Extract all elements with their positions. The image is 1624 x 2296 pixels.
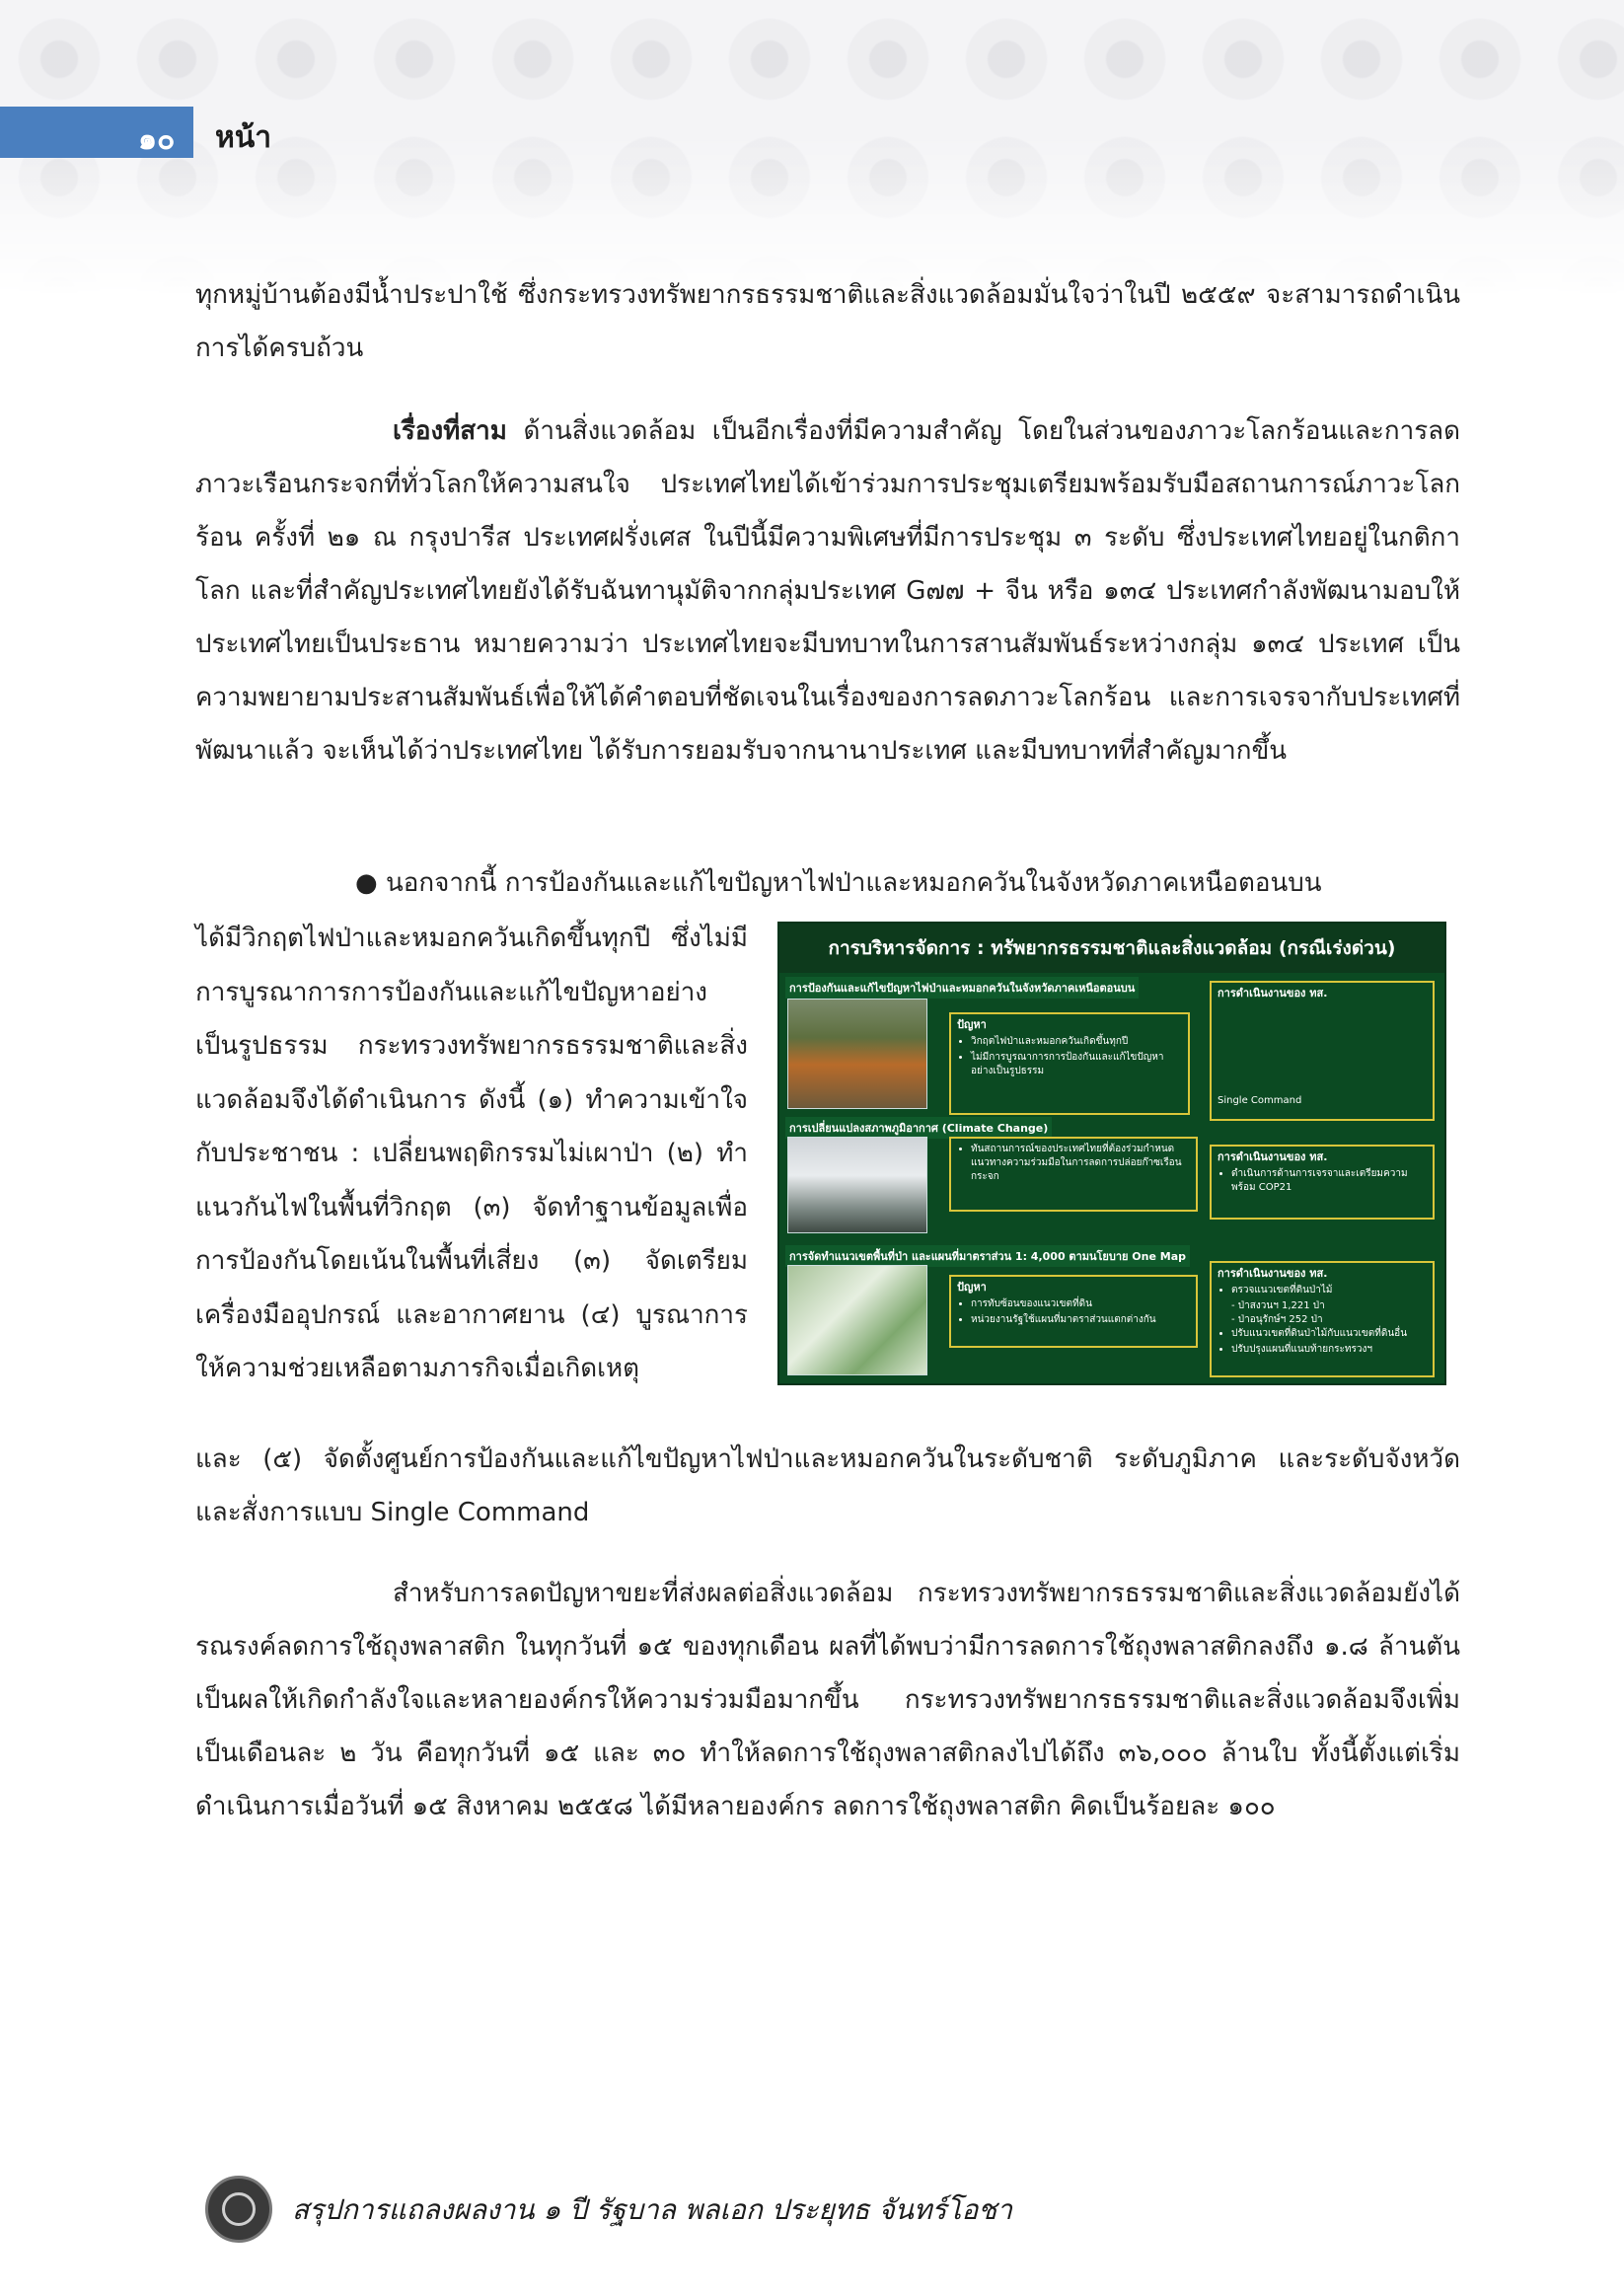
infographic (777, 922, 1446, 1385)
section-1-problem-item: • วิกฤตไฟป่าและหมอกควันเกิดขึ้นทุกปี (971, 1035, 1182, 1049)
page-label: หน้า (215, 120, 272, 155)
section-3-action-item: • ปรับแนวเขตที่ดินป่าไม้กับแนวเขตที่ดินอื่น (1231, 1327, 1427, 1341)
government-seal-icon (205, 2176, 272, 2243)
infographic-section-3-problem (949, 1275, 1198, 1348)
paragraph-1-text: ทุกหมู่บ้านต้องมีน้ำประปาใช้ ซึ่งกระทรวงทรัพยากรธรรมชาติและสิ่งแวดล้อมมั่นใจว่าในปี ๒๕๕๙ จะสามารถดำเนินการได้ครบถ้วน (195, 280, 1460, 363)
infographic-section-1-actions (1210, 981, 1435, 1121)
infographic-section-2-actions (1210, 1145, 1435, 1220)
paragraph-plastic-bags-text: สำหรับการลดปัญหาขยะที่ส่งผลต่อสิ่งแวดล้อม กระทรวงทรัพยากรธรรมชาติและสิ่งแวดล้อมยังได้รณรงค์ลดการใช้ถุงพลาสติก ในทุกวันที่ ๑๕ ของทุกเดือน ผลที่ได้พบว่ามีการลดการใช้ถุงพลาสติกลงถึง ๑.๘ ล้านตัน เป็นผลให้เกิดกำลังใจและหลายองค์กรให้ความร่วมมือมากขึ้น กระทรวงทรัพยากรธรรมชาติและสิ่งแวดล้อมจึงเพิ่มเป็นเดือนละ ๒ วัน คือทุกวันที่ ๑๕ และ ๓๐ ทำให้ลดการใช้ถุงพลาสติกลงไปได้ถึง ๓๖,๐๐๐ ล้านใบ ทั้งนี้ตั้งแต่เริ่มดำเนินการเมื่อวันที่ ๑๕ สิงหาคม ๒๕๕๘ ได้มีหลายองค์กร ลดการใช้ถุงพลาสติก คิดเป็นร้อยละ ๑๐๐ (195, 1579, 1460, 1821)
section-1-problem-item: • ไม่มีการบูรณาการการป้องกันและแก้ไขปัญหาอย่างเป็นรูปธรรม (971, 1051, 1182, 1078)
section-1-action-title: การดำเนินงานของ ทส. (1218, 987, 1328, 1000)
after-infographic-paragraph (195, 1433, 1460, 1539)
section-3-problem-item: • การทับซ้อนของแนวเขตที่ดิน (971, 1297, 1190, 1311)
section-2-action-title: การดำเนินงานของ ทส. (1218, 1150, 1328, 1163)
infographic-section-3-actions (1210, 1261, 1435, 1377)
paragraph-2-body: ด้านสิ่งแวดล้อม เป็นอีกเรื่องที่มีความสำคัญ โดยในส่วนของภาวะโลกร้อนและการลดภาวะเรือนกระจกที่ทั่วโลกให้ความสนใจ ประเทศไทยได้เข้าร่วมการประชุมเตรียมพร้อมรับมือสถานการณ์ภาวะโลกร้อน ครั้งที่ ๒๑ ณ กรุงปารีส ประเทศฝรั่งเศส ในปีนี้มีความพิเศษที่มีการประชุม ๓ ระดับ ซึ่งประเทศไทยอยู่ในกติกาโลก และที่สำคัญประเทศไทยยังได้รับฉันทานุมัติจากกลุ่มประเทศ G๗๗ + จีน หรือ ๑๓๔ ประเทศกำลังพัฒนามอบให้ประเทศไทยเป็นประธาน หมายความว่า ประเทศไทยจะมีบทบาทในการสานสัมพันธ์ระหว่างกลุ่ม ๑๓๔ ประเทศ เป็นความพยายามประสานสัมพันธ์เพื่อให้ได้คำตอบที่ชัดเจนในเรื่องของการลดภาวะโลกร้อน และการเจรจากับประเทศที่พัฒนาแล้ว จะเห็นได้ว่าประเทศไทย ได้รับการยอมรับจากนานาประเทศ และมีบทบาทที่สำคัญมากขึ้น (195, 416, 1460, 766)
section-3-action-item: • ปรับปรุงแผนที่แนบท้ายกระทรวงฯ (1231, 1343, 1427, 1357)
wildfire-photo (787, 999, 927, 1109)
bullet-line: ● นอกจากนี้ การป้องกันและแก้ไขปัญหาไฟป่าและหมอกควันในจังหวัดภาคเหนือตอนบน (355, 868, 1322, 898)
section-1-problem-title: ปัญหา (957, 1018, 987, 1031)
single-command-text: และ (๕) จัดตั้งศูนย์การป้องกันและแก้ไขปัญหาไฟป่าและหมอกควันในระดับชาติ ระดับภูมิภาค และระดับจังหวัด และสั่งการแบบ Single Command (195, 1444, 1460, 1527)
section-2-problem-item: • ทันสถานการณ์ของประเทศไทยที่ต้องร่วมกำหนดแนวทางความร่วมมือในการลดการปล่อยก๊าซเรือนกระจก (971, 1143, 1190, 1184)
section-3-action-sub: - ป่าสงวนฯ 1,221 ป่า (1231, 1300, 1325, 1311)
infographic-section-2-problem (949, 1137, 1198, 1212)
section-3-problem-item: • หน่วยงานรัฐใช้แผนที่มาตราส่วนแตกต่างกัน (971, 1313, 1190, 1327)
smokestack-photo (787, 1137, 927, 1233)
page-number: ๑๐ (138, 122, 176, 157)
infographic-title: การบริหารจัดการ : ทรัพยากรธรรมชาติและสิ่งแวดล้อม (กรณีเร่งด่วน) (779, 924, 1444, 973)
section-3-action-item: • ตรวจแนวเขตที่ดินป่าไม้ (1231, 1284, 1427, 1297)
section-2-action-item: • ดำเนินการด้านการเจรจาและเตรียมความพร้อม COP21 (1231, 1167, 1427, 1195)
paragraph-2 (195, 405, 1460, 778)
infographic-section-1-heading: การป้องกันและแก้ไขปัญหาไฟป่าและหมอกควันในจังหวัดภาคเหนือตอนบน (785, 977, 1139, 999)
paragraph-2-lead: เรื่องที่สาม (393, 416, 507, 446)
section-3-action-title: การดำเนินงานของ ทส. (1218, 1267, 1328, 1280)
paragraph-plastic-bags (195, 1567, 1460, 1833)
wildfire-paragraph: ได้มีวิกฤตไฟป่าและหมอกควันเกิดขึ้นทุกปี ซึ่งไม่มีการบูรณาการการป้องกันและแก้ไขปัญหาอย่างเป็นรูปธรรม กระทรวงทรัพยากรธรรมชาติและสิ่งแวดล้อมจึงได้ดำเนินการ ดังนี้ (๑) ทำความเข้าใจกับประชาชน : เปลี่ยนพฤติกรรมไม่เผาป่า (๒) ทำแนวกันไฟในพื้นที่วิกฤต (๓) จัดทำฐานข้อมูลเพื่อการป้องกันโดยเน้นในพื้นที่เสี่ยง (๓) จัดเตรียมเครื่องมืออุปกรณ์ และอากาศยาน (๔) บูรณาการให้ความช่วยเหลือตามภารกิจเมื่อเกิดเหตุ (195, 924, 748, 1383)
infographic-section-3-heading: การจัดทำแนวเขตพื้นที่ป่า และแผนที่มาตราส่วน 1: 4,000 ตามนโยบาย One Map (785, 1245, 1190, 1267)
infographic-section-2-heading: การเปลี่ยนแปลงสภาพภูมิอากาศ (Climate Change) (785, 1117, 1052, 1139)
section-3-problem-title: ปัญหา (957, 1281, 987, 1294)
infographic-section-1-problem (949, 1012, 1190, 1115)
section-3-action-sub: - ป่าอนุรักษ์ฯ 252 ป่า (1231, 1314, 1323, 1325)
section-1-action-note: Single Command (1218, 1095, 1302, 1106)
footer-title: สรุปการแถลงผลงาน ๑ ปี รัฐบาล พลเอก ประยุทธ จันทร์โอชา (292, 2193, 1013, 2226)
paragraph-1 (195, 268, 1460, 375)
map-photo (787, 1265, 927, 1375)
